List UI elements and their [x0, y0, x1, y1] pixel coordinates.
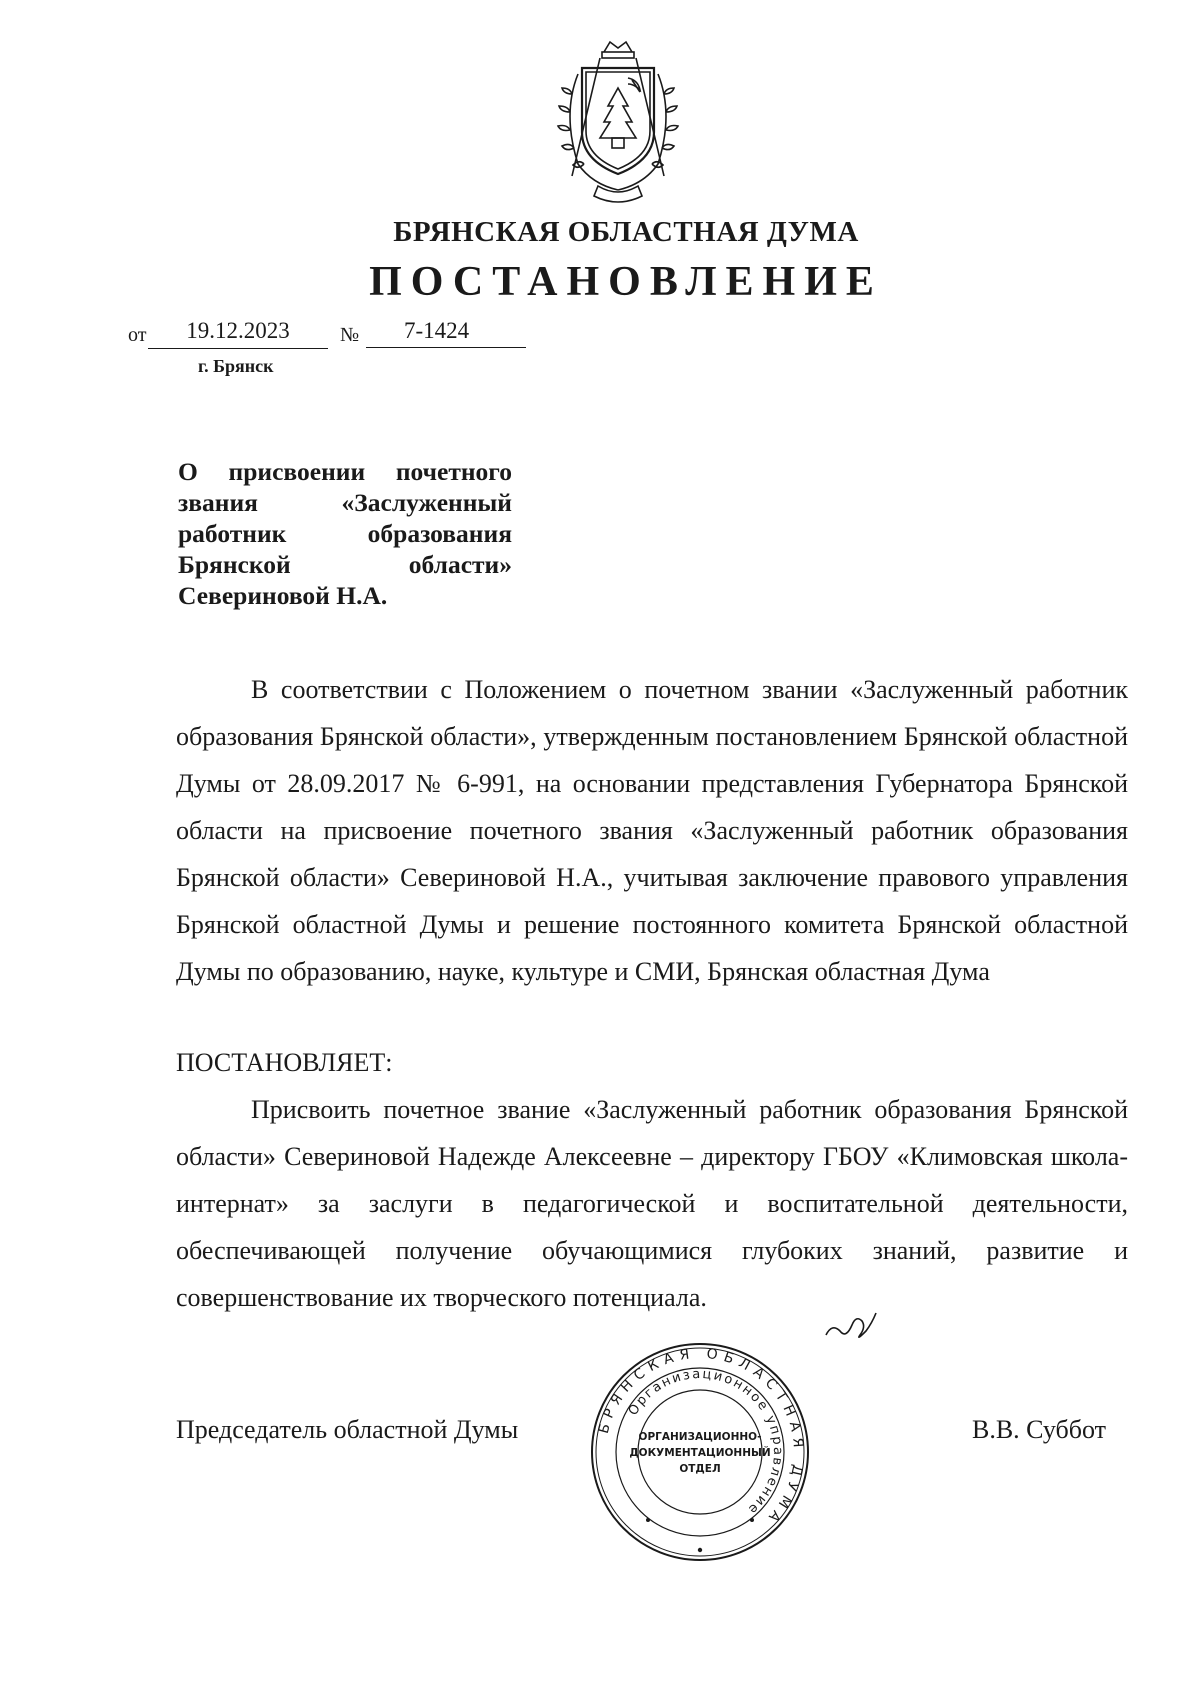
subject-line: звания «Заслуженный [178, 488, 512, 517]
document-type-title: ПОСТАНОВЛЕНИЕ [369, 259, 883, 305]
subject-line: работник образования [178, 519, 512, 548]
organization-name: БРЯНСКАЯ ОБЛАСТНАЯ ДУМА [393, 216, 859, 248]
document-number: 7-1424 [366, 318, 526, 348]
stamp-center-line-3: ОТДЕЛ [679, 1463, 721, 1475]
number-label: № [340, 324, 360, 346]
body-paragraph-2: Присвоить почетное звание «Заслуженный работник образования Брянской области» Севериновой Надежде Алексеевне – директору ГБОУ «Климовская школа-интернат» за заслуги в педагогической и воспитательной деятельности, обеспечивающей получение обучающимися глубоких знаний, развитие и совершенствование их творческого потенциала. [176, 1095, 1128, 1312]
stamp-outer-text: БРЯНСКАЯ ОБЛАСТНАЯ ДУМА [595, 1345, 807, 1530]
resolves-heading: ПОСТАНОВЛЯЕТ: [176, 1048, 393, 1077]
subject-line: Севериновой Н.А. [178, 581, 388, 610]
stamp-center-line-2: ДОКУМЕНТАЦИОННЫЙ [629, 1447, 771, 1459]
city: г. Брянск [198, 356, 274, 376]
date-label: от [128, 324, 147, 346]
document-date: 19.12.2023 [148, 318, 328, 349]
subject-line: Брянской области» [178, 550, 512, 579]
body-paragraph-1: В соответствии с Положением о почетном звании «Заслуженный работник образования Брянской области», утвержденным постановлением Брянской областной Думы от 28.09.2017 № 6-991, на основании представления Губернатора Брянской области на присвоение почетного звания «Заслуженный работник образования Брянской области» Севериновой Н.А., учитывая заключение правового управления Брянской областной Думы и решение постоянного комитета Брянской областной Думы по образованию, науке, культуре и СМИ, Брянская областная Дума [176, 675, 1128, 986]
subject-line: О присвоении почетного [178, 457, 512, 486]
document-subject [178, 456, 512, 611]
handwritten-initials [822, 1305, 880, 1345]
round-seal-icon [588, 1340, 812, 1564]
stamp-inner-text: Организационное управление [625, 1366, 786, 1518]
coat-of-arms-icon [548, 34, 688, 206]
signatory-name: В.В. Суббот [972, 1415, 1107, 1444]
stamp-center-line-1: ОРГАНИЗАЦИОННО- [638, 1431, 762, 1443]
signatory-title: Председатель областной Думы [176, 1415, 519, 1444]
